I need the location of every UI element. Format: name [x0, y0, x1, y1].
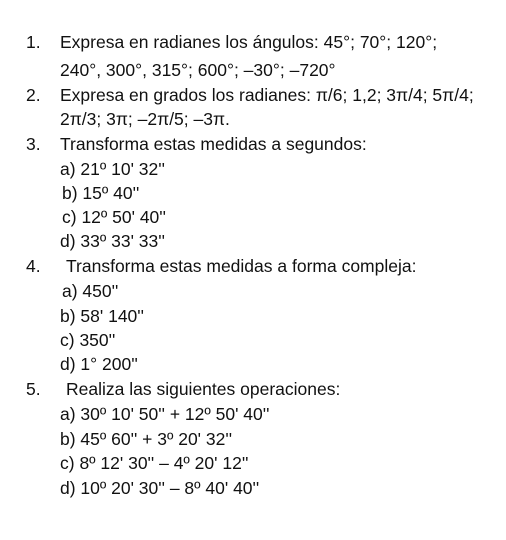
list-item: c) 350'' [60, 330, 116, 350]
exercise-5-item-b [0, 428, 506, 450]
exercise-2-line-2 [0, 108, 506, 130]
exercise-text: Realiza las siguientes operaciones: [66, 379, 341, 399]
list-item: d) 1° 200'' [60, 354, 138, 374]
exercise-5-line-1 [0, 378, 506, 400]
exercise-number: 1. [26, 32, 41, 52]
exercise-4-item-b [0, 305, 506, 327]
exercise-3-item-b [0, 182, 506, 204]
list-item: a) 21º 10' 32'' [60, 159, 165, 179]
exercise-4-line-1 [0, 255, 506, 277]
list-item: a) 450'' [62, 281, 119, 301]
exercise-4-item-c [0, 329, 506, 351]
exercise-5-item-d [0, 477, 506, 499]
exercise-text: 240°, 300°, 315°; 600°; –30°; –720° [60, 60, 336, 80]
exercise-text: Transforma estas medidas a forma compleja: [66, 256, 417, 276]
list-item: b) 45º 60'' + 3º 20' 32'' [60, 429, 233, 449]
exercise-number: 3. [26, 134, 41, 154]
exercise-2-line-1 [0, 84, 506, 106]
exercise-1-line-1 [0, 31, 506, 53]
exercise-4-item-d [0, 353, 506, 375]
list-item: b) 58' 140'' [60, 306, 144, 326]
list-item: c) 12º 50' 40'' [62, 207, 166, 227]
exercise-number: 5. [26, 379, 41, 399]
list-item: d) 10º 20' 30'' – 8º 40' 40'' [60, 478, 260, 498]
exercise-number: 2. [26, 85, 41, 105]
exercise-5-item-a [0, 403, 506, 425]
exercise-3-line-1 [0, 133, 506, 155]
exercise-text: 2π/3; 3π; –2π/5; –3π. [60, 109, 230, 129]
exercise-4-item-a [0, 280, 506, 302]
exercise-3-item-a [0, 158, 506, 180]
exercise-5-item-c [0, 452, 506, 474]
exercise-text: Expresa en grados los radianes: π/6; 1,2; 3π/4; 5π/4; [60, 85, 474, 105]
list-item: d) 33º 33' 33'' [60, 231, 165, 251]
list-item: b) 15º 40'' [62, 183, 140, 203]
exercise-1-line-2 [0, 59, 506, 81]
list-item: a) 30º 10' 50'' + 12º 50' 40'' [60, 404, 270, 424]
exercise-text: Transforma estas medidas a segundos: [60, 134, 367, 154]
exercise-3-item-d [0, 230, 506, 252]
exercise-3-item-c [0, 206, 506, 228]
exercise-number: 4. [26, 256, 41, 276]
list-item: c) 8º 12' 30'' – 4º 20' 12'' [60, 453, 249, 473]
exercise-text: Expresa en radianes los ángulos: 45°; 70°; 120°; [60, 32, 438, 52]
